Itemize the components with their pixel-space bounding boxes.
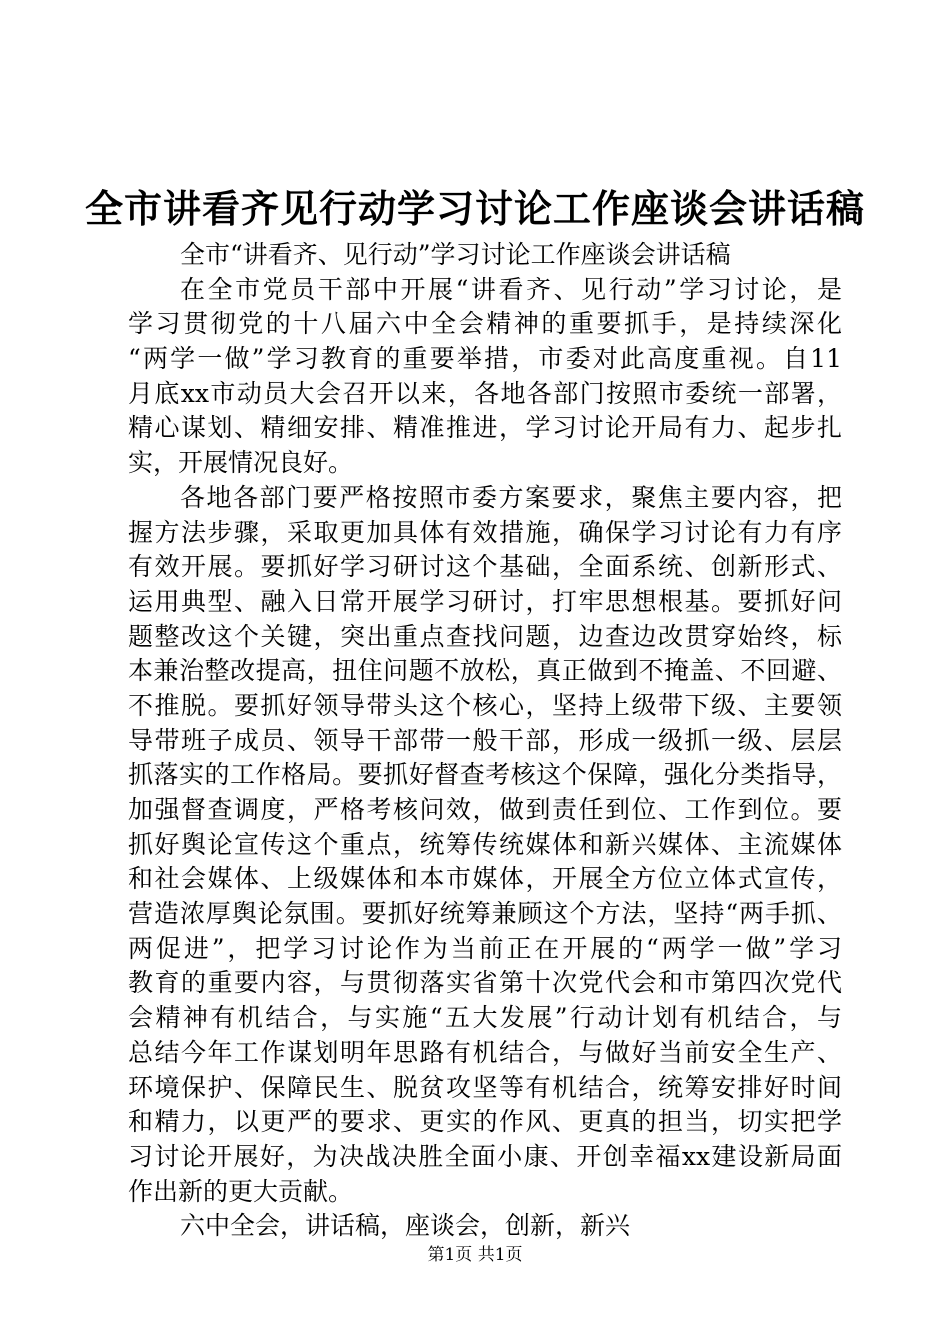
body-line: 抓好舆论宣传这个重点，统筹传统媒体和新兴媒体、主流媒体 [128, 829, 842, 859]
body-line: 各地各部门要严格按照市委方案要求，聚焦主要内容，把 [180, 482, 842, 512]
body-line: 加强督查调度，严格考核问效，做到责任到位、工作到位。要 [128, 795, 842, 824]
body-line: 导带班子成员、领导干部带一般干部，形成一级抓一级、层层 [128, 725, 842, 755]
body-line: “两学一做”学习教育的重要举措，市委对此高度重视。自11 [128, 344, 842, 374]
body-line: 学习贯彻党的十八届六中全会精神的重要抓手，是持续深化 [128, 309, 842, 339]
body-line: 题整改这个关键，突出重点查找问题，边查边改贯穿始终，标 [128, 621, 842, 651]
body-line: 营造浓厚舆论氛围。要抓好统筹兼顾这个方法，坚持“两手抓、 [128, 899, 842, 929]
body-line: 实，开展情况良好。 [128, 448, 354, 478]
body-line: 教育的重要内容，与贯彻落实省第十次党代会和市第四次党代 [128, 968, 842, 998]
body-line: 和精力，以更严的要求、更实的作风、更真的担当，切实把学 [128, 1107, 842, 1137]
document-title: 全市讲看齐见行动学习讨论工作座谈会讲话稿 [84, 186, 865, 231]
body-line: 习讨论开展好，为决战决胜全面小康、开创幸福xx建设新局面 [128, 1141, 842, 1171]
body-line: 在全市党员干部中开展“讲看齐、见行动”学习讨论，是 [180, 274, 842, 304]
body-line: 不推脱。要抓好领导带头这个核心，坚持上级带下级、主要领 [128, 690, 842, 720]
body-line: 本兼治整改提高，扭住问题不放松，真正做到不掩盖、不回避、 [128, 656, 842, 686]
body-line: 运用典型、融入日常开展学习研讨，打牢思想根基。要抓好问 [128, 586, 842, 616]
body-line: 和社会媒体、上级媒体和本市媒体，开展全方位立体式宣传， [128, 864, 842, 894]
body-line: 月底xx市动员大会召开以来，各地各部门按照市委统一部署， [128, 378, 842, 408]
body-line: 作出新的更大贡献。 [128, 1176, 354, 1206]
body-line: 会精神有机结合，与实施“五大发展”行动计划有机结合，与 [128, 1003, 842, 1033]
page-footer: 第1页 共1页 [427, 1245, 523, 1265]
body-line: 全市“讲看齐、见行动”学习讨论工作座谈会讲话稿 [180, 240, 731, 269]
body-line: 抓落实的工作格局。要抓好督查考核这个保障，强化分类指导， [128, 760, 842, 790]
body-line: 精心谋划、精细安排、精准推进，学习讨论开局有力、起步扎 [128, 413, 842, 443]
body-line: 有效开展。要抓好学习研讨这个基础，全面系统、创新形式、 [128, 552, 842, 582]
body-line: 握方法步骤，采取更加具体有效措施，确保学习讨论有力有序 [128, 517, 842, 547]
body-line: 两促进”，把学习讨论作为当前正在开展的“两学一做”学习 [128, 933, 842, 963]
body-line: 环境保护、保障民生、脱贫攻坚等有机结合，统筹安排好时间 [128, 1072, 842, 1102]
body-line: 总结今年工作谋划明年思路有机结合，与做好当前安全生产、 [128, 1037, 842, 1067]
document-body [128, 238, 842, 1244]
body-line: 六中全会，讲话稿，座谈会，创新，新兴 [180, 1211, 631, 1241]
